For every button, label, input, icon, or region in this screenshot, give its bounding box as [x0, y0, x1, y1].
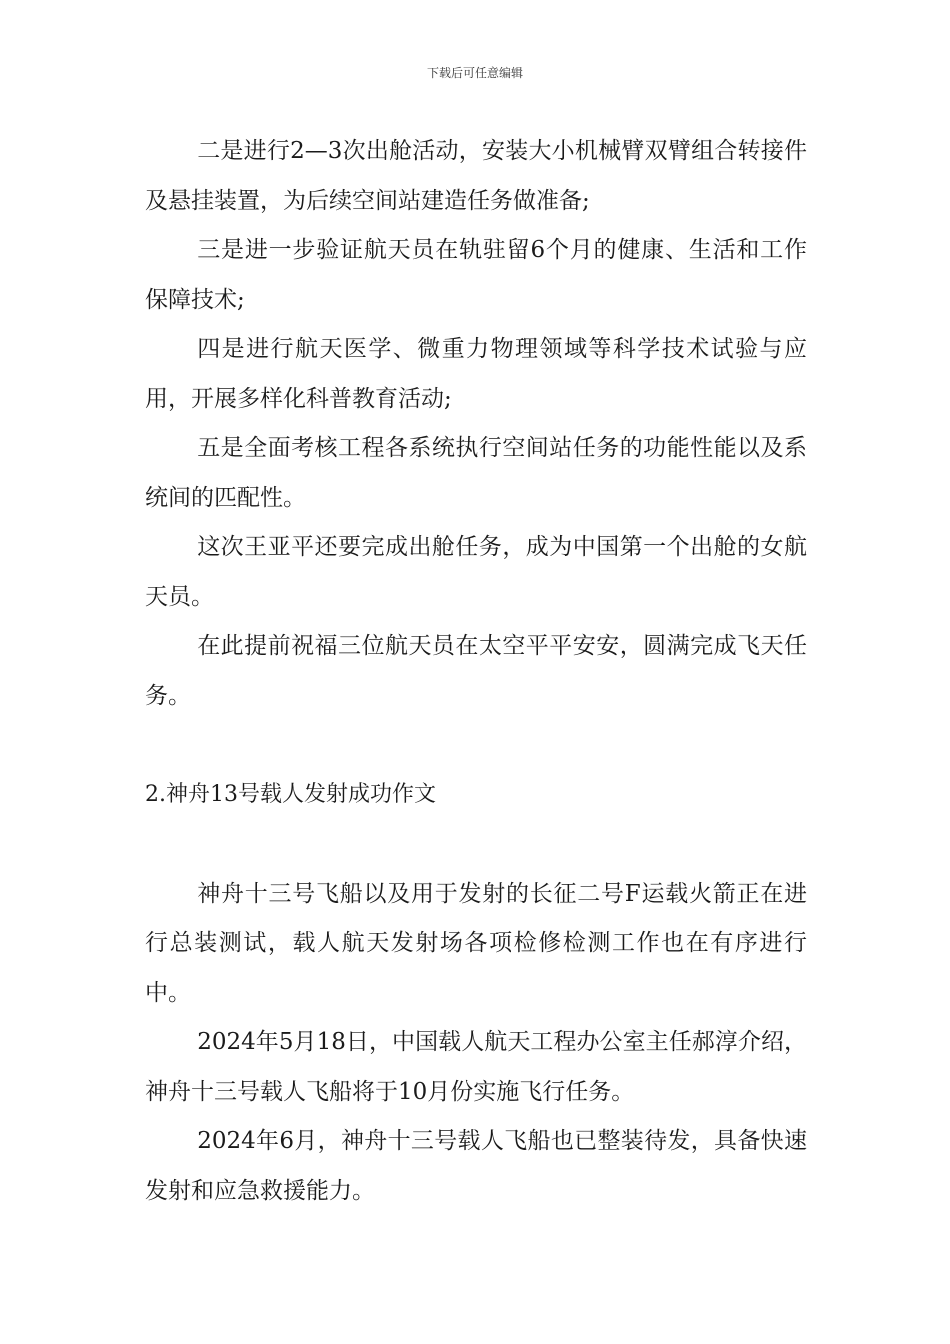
paragraph: 五是全面考核工程各系统执行空间站任务的功能性能以及系统间的匹配性。	[145, 435, 807, 511]
paragraph: 2024年6月，神舟十三号载人飞船也已整装待发，具备快速发射和应急救援能力。	[145, 1128, 807, 1204]
paragraph: 2024年5月18日，中国载人航天工程办公室主任郝淳介绍，神舟十三号载人飞船将于10月份实施飞行任务。	[145, 1029, 807, 1105]
section-heading: 2.神舟13号载人发射成功作文	[145, 782, 436, 807]
paragraph: 这次王亚平还要完成出舱任务，成为中国第一个出舱的女航天员。	[145, 534, 807, 610]
paragraph: 四是进行航天医学、微重力物理领域等科学技术试验与应用，开展多样化科普教育活动;	[145, 336, 807, 412]
paragraph: 神舟十三号飞船以及用于发射的长征二号F运载火箭正在进行总装测试，载人航天发射场各项检修检测工作也在有序进行中。	[145, 880, 807, 1006]
spacer	[145, 820, 807, 870]
page-header: 下载后可任意编辑	[426, 66, 523, 80]
paragraph: 三是进一步验证航天员在轨驻留6个月的健康、生活和工作保障技术;	[145, 237, 807, 313]
document-body	[145, 127, 807, 1216]
spacer	[145, 721, 807, 770]
paragraph: 二是进行2—3次出舱活动，安装大小机械臂双臂组合转接件及悬挂装置，为后续空间站建造任务做准备;	[145, 138, 807, 214]
paragraph: 在此提前祝福三位航天员在太空平平安安，圆满完成飞天任务。	[145, 633, 807, 709]
